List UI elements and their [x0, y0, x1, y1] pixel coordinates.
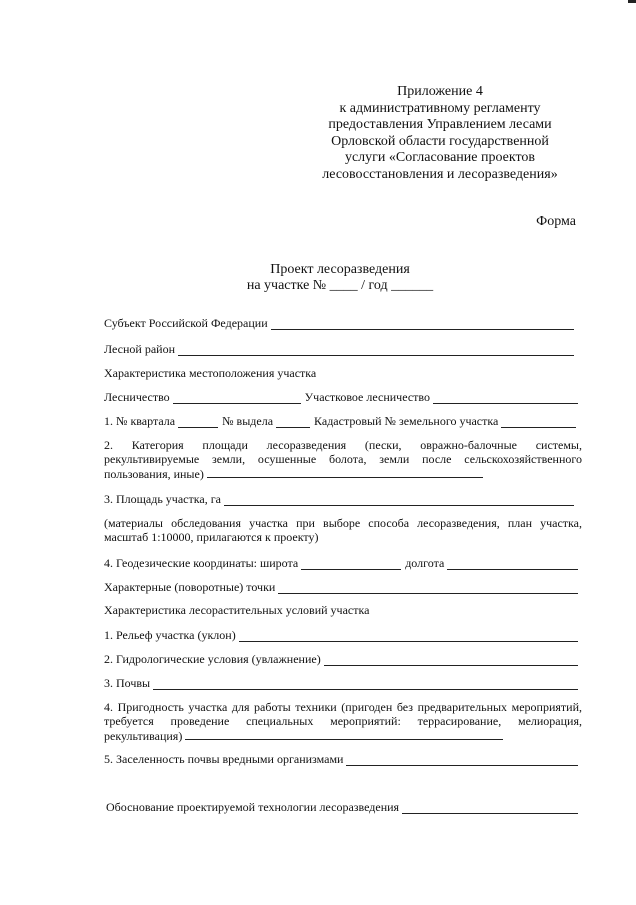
forest-district-row [104, 342, 574, 356]
forestry-label: Лесничество [104, 390, 170, 404]
area-field[interactable] [224, 494, 574, 506]
justification-row [106, 800, 578, 814]
soils-row [104, 676, 578, 690]
quarter-label: 1. № квартала [104, 414, 176, 428]
relief-row [104, 628, 578, 642]
subject-row [104, 316, 574, 330]
appendix-line: Орловской области государственной [331, 133, 549, 149]
relief-field[interactable] [239, 630, 578, 642]
subject-label: Субъект Российской Федерации [104, 316, 268, 330]
scan-corner-mark [628, 0, 636, 3]
coords-row [104, 556, 578, 570]
appendix-line: услуги «Согласование проектов [344, 150, 536, 165]
form-label: Форма [536, 214, 576, 229]
area-row [104, 492, 574, 506]
forest-district-label: Лесной район [104, 342, 176, 356]
hydro-field[interactable] [324, 654, 578, 666]
appendix-header [300, 84, 580, 183]
section-label: № выдела [222, 414, 274, 428]
suitability-paragraph [104, 700, 582, 743]
quarter-row [104, 414, 576, 428]
soils-field[interactable] [153, 678, 578, 690]
pests-field[interactable] [346, 754, 578, 766]
soils-label: 3. Почвы [104, 676, 151, 690]
points-field[interactable] [278, 582, 578, 594]
title-line-1: Проект лесоразведения [270, 262, 410, 277]
longitude-label: долгота [405, 556, 445, 570]
category-field[interactable] [207, 466, 483, 478]
pests-row [104, 752, 578, 766]
latitude-field[interactable] [301, 558, 401, 570]
suitability-text: 4. Пригодность участка для работы техники (пригоден без предварительных мероприятий, требуется проведение специальных мероприятий: террасирование, мелиорация, рекультивация) [104, 700, 582, 743]
category-text: 2. Категория площади лесоразведения (пески, овражно-балочные системы, рекультивируемые земли, осушенные болота, земли после сельскохозяйственного пользования, иные) [104, 438, 582, 481]
appendix-line: Приложение 4 [397, 84, 483, 99]
hydro-label: 2. Гидрологические условия (увлажнение) [104, 652, 321, 666]
forestry-row [104, 390, 578, 404]
district-forestry-field[interactable] [433, 392, 578, 404]
cadastral-field[interactable] [501, 416, 576, 428]
pests-label: 5. Заселенность почвы вредными организмами [104, 752, 344, 766]
longitude-field[interactable] [447, 558, 578, 570]
suitability-field[interactable] [185, 728, 503, 740]
title-line-2: на участке № ____ / год ______ [246, 278, 434, 293]
location-heading: Характеристика местоположения участка [104, 366, 317, 380]
forest-district-field[interactable] [178, 344, 574, 356]
conditions-heading: Характеристика лесорастительных условий участка [104, 603, 370, 617]
forestry-field[interactable] [173, 392, 301, 404]
quarter-field[interactable] [178, 416, 218, 428]
area-label: 3. Площадь участка, га [104, 492, 221, 506]
section-field[interactable] [276, 416, 310, 428]
appendix-line: к административному регламенту [339, 100, 541, 116]
points-label: Характерные (поворотные) точки [104, 580, 276, 594]
category-paragraph [104, 438, 582, 481]
justification-label: Обоснование проектируемой технологии лесоразведения [106, 800, 400, 814]
points-row [104, 580, 578, 594]
latitude-label: 4. Геодезические координаты: широта [104, 556, 299, 570]
appendix-line: лесовосстановления и лесоразведения» [322, 166, 558, 182]
district-forestry-label: Участковое лесничество [304, 390, 430, 404]
cadastral-label: Кадастровый № земельного участка [314, 414, 499, 428]
appendix-line: предоставления Управлением лесами [328, 117, 552, 132]
justification-field[interactable] [402, 802, 578, 814]
materials-note: (материалы обследования участка при выборе способа лесоразведения, план участка, масштаб 1:10000, прилагаются к проекту) [104, 516, 582, 544]
document-title [140, 262, 540, 294]
relief-label: 1. Рельеф участка (уклон) [104, 628, 236, 642]
hydro-row [104, 652, 578, 666]
subject-field[interactable] [271, 318, 574, 330]
